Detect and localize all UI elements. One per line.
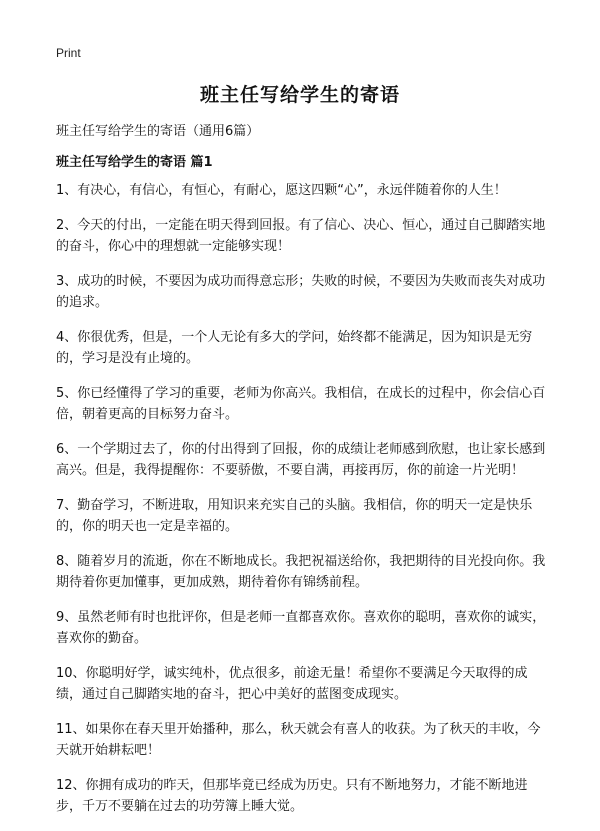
- paragraph: 6、一个学期过去了，你的付出得到了回报，你的成绩让老师感到欣慰，也让家长感到高兴。但是，我得提醒你：不要骄傲，不要自满，再接再厉，你的前途一片光明！: [56, 442, 546, 478]
- section-title: 班主任写给学生的寄语 篇1: [56, 155, 213, 170]
- paragraph: 12、你拥有成功的昨天，但那毕竟已经成为历史。只有不断地努力，才能不断地进步，千万不要躺在过去的功劳簿上睡大觉。: [56, 778, 528, 814]
- paragraph: 5、你已经懂得了学习的重要，老师为你高兴。我相信，在成长的过程中，你会信心百倍，朝着更高的目标努力奋斗。: [56, 386, 546, 422]
- document-subtitle: 班主任写给学生的寄语（通用6篇）: [56, 124, 260, 139]
- paragraph: 9、虽然老师有时也批评你，但是老师一直都喜欢你。喜欢你的聪明，喜欢你的诚实，喜欢你的勤奋。: [56, 610, 546, 646]
- paragraph: 2、今天的付出，一定能在明天得到回报。有了信心、决心、恒心，通过自己脚踏实地的奋斗，你心中的理想就一定能够实现！: [56, 218, 546, 254]
- paragraph: 1、有决心，有信心，有恒心，有耐心，愿这四颗“心”，永远伴随着你的人生！: [56, 183, 507, 198]
- paragraph: 7、勤奋学习，不断进取，用知识来充实自己的头脑。我相信，你的明天一定是快乐的，你的明天也一定是幸福的。: [56, 498, 533, 534]
- paragraph: 8、随着岁月的流逝，你在不断地成长。我把祝福送给你，我把期待的目光投向你。我期待着你更加懂事，更加成熟，期待着你有锦绣前程。: [56, 554, 546, 590]
- print-link[interactable]: Print: [56, 46, 81, 60]
- document-body: [56, 180, 548, 831]
- paragraph: 4、你很优秀，但是，一个人无论有多大的学问，始终都不能满足，因为知识是无穷的，学习是没有止境的。: [56, 330, 533, 366]
- paragraph: 11、如果你在春天里开始播种，那么，秋天就会有喜人的收获。为了秋天的丰收，今天就开始耕耘吧！: [56, 722, 541, 758]
- paragraph: 10、你聪明好学，诚实纯朴，优点很多，前途无量！希望你不要满足今天取得的成绩，通过自己脚踏实地的奋斗，把心中美好的蓝图变成现实。: [56, 666, 528, 702]
- document-title: 班主任写给学生的寄语: [199, 84, 400, 106]
- paragraph: 3、成功的时候，不要因为成功而得意忘形；失败的时候，不要因为失败而丧失对成功的追求。: [56, 274, 546, 310]
